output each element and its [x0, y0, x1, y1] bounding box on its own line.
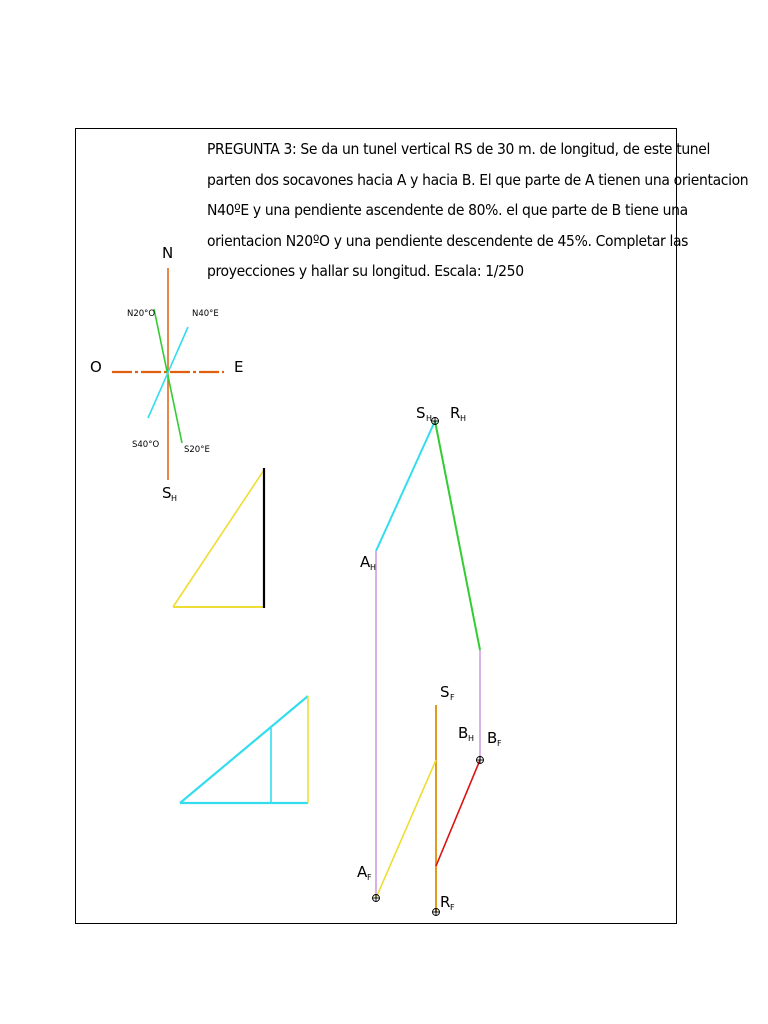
- compass-s20e-label: S20°E: [184, 445, 210, 455]
- label-b-f: B: [487, 729, 498, 747]
- compass-s40o-label: S40°O: [132, 440, 160, 450]
- triangle-a-hypotenuse: [173, 470, 264, 607]
- label-s-f: S: [440, 683, 450, 701]
- triangle-b-hypotenuse: [180, 696, 308, 803]
- marker-rf: [432, 908, 440, 916]
- problem-line-1: PREGUNTA 3: Se da un tunel vertical RS de 30 m. de longitud, de este tunel: [207, 140, 711, 158]
- problem-line-3: N40ºE y una pendiente ascendente de 80%. el que parte de B tiene una: [207, 201, 688, 219]
- compass-east-label: E: [234, 358, 244, 376]
- problem-line-2: parten dos socavones hacia A y hacia B. El que parte de A tienen una orientacion: [207, 170, 749, 189]
- label-s-h-sub: H: [426, 414, 433, 423]
- label-a-h-sub: H: [370, 563, 377, 572]
- horizontal-projection: [376, 421, 480, 650]
- problem-line-4: orientacion N20ºO y una pendiente descendente de 45%. Completar las: [207, 231, 689, 250]
- slope-triangle-b: [180, 696, 308, 803]
- label-r-h: R: [450, 404, 461, 422]
- compass-n20o-label: N20°O: [127, 309, 156, 319]
- tunnel-b-horizontal: [435, 421, 480, 650]
- point-markers: [372, 417, 484, 916]
- tunnel-a-horizontal: [376, 421, 435, 551]
- marker-af: [372, 894, 380, 902]
- label-a-h: A: [360, 553, 371, 571]
- compass-n40e-label: N40°E: [192, 309, 219, 319]
- label-a-f-sub: F: [367, 873, 372, 882]
- label-r-f-sub: F: [450, 903, 455, 912]
- marker-bf: [476, 756, 484, 764]
- label-b-f-sub: F: [497, 739, 502, 748]
- problem-line-5: proyecciones y hallar su longitud. Escala: 1/250: [207, 262, 524, 280]
- tunnel-a-frontal: [376, 760, 436, 898]
- label-r-h-sub: H: [460, 414, 467, 423]
- label-b-h: B: [458, 724, 469, 742]
- label-r-f: R: [440, 893, 451, 911]
- compass-south-sub: H: [171, 494, 178, 503]
- compass-rose: [90, 244, 243, 503]
- label-a-f: A: [357, 863, 368, 881]
- compass-west-label: O: [90, 358, 102, 376]
- slope-triangle-a: [173, 468, 264, 608]
- label-s-f-sub: F: [450, 693, 455, 702]
- compass-north-label: N: [162, 244, 174, 262]
- label-b-h-sub: H: [468, 734, 475, 743]
- marker-sh: [431, 417, 439, 425]
- label-s-h: S: [416, 404, 426, 422]
- compass-south-label: S: [162, 484, 172, 502]
- tunnel-b-frontal: [436, 760, 480, 866]
